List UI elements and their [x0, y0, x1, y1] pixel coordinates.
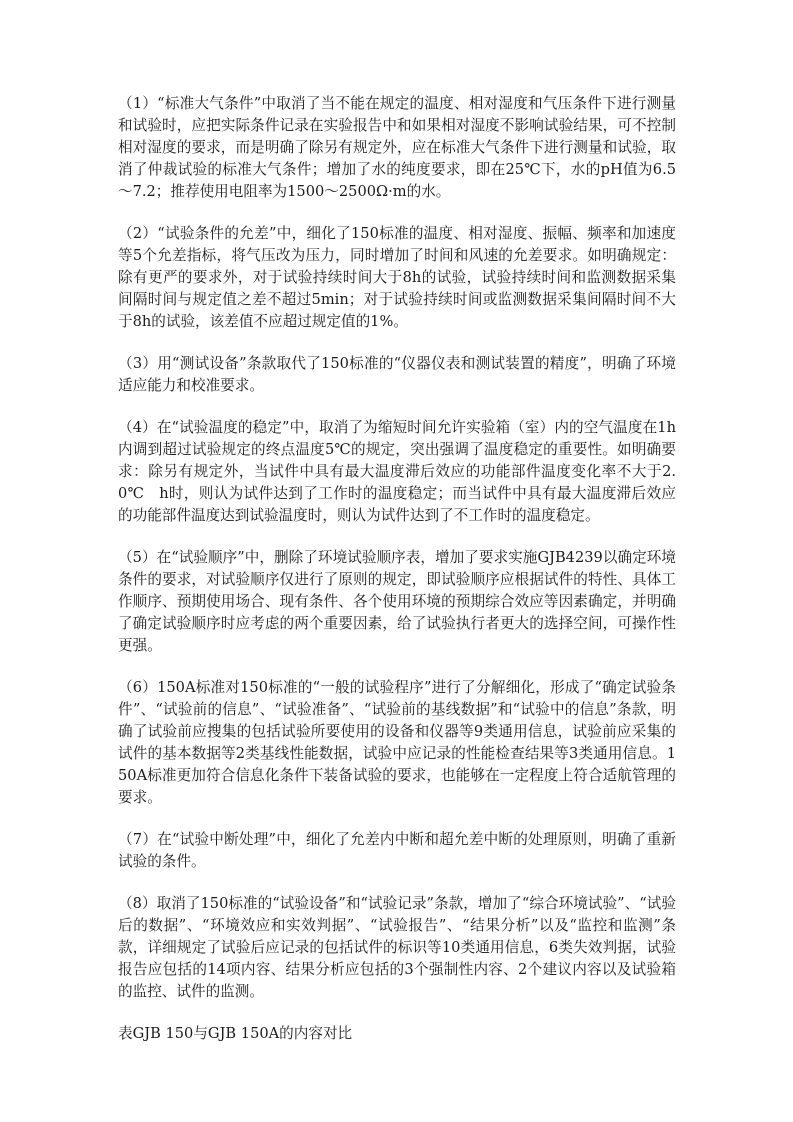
paragraph-1: （1）“标准大气条件”中取消了当不能在规定的温度、相对湿度和气压条件下进行测量和试验时，应把实际条件记录在实验报告中和如果相对湿度不影响试验结果，可不控制相对湿度的要求，而是明确了除另有规定外，应在标准大气条件下进行测量和试验，取消了仲裁试验的标准大气条件；增加了水的纯度要求，即在25℃下，水的pH值为6.5～7.2；推荐使用电阻率为1500～2500Ω·m的水。	[118, 95, 676, 200]
paragraph-7: （7）在“试验中断处理”中，细化了允差内中断和超允差中断的处理原则，明确了重新试验的条件。	[118, 831, 676, 870]
paragraph-2: （2）“试验条件的允差”中，细化了150标准的温度、相对湿度、振幅、频率和加速度等5个允差指标，将气压改为压力，同时增加了时间和风速的允差要求。如明确规定：除有更严的要求外，对于试验持续时间大于8h的试验，试验持续时间和监测数据采集间隔时间与规定值之差不超过5min；对于试验持续时间或监测数据采集间隔时间不大于8h的试验，该差值不应超过规定值的1%。	[118, 225, 676, 330]
paragraph-8: （8）取消了150标准的“试验设备”和“试验记录”条款，增加了“综合环境试验”、“试验后的数据”、“环境效应和实效判据”、“试验报告”、“结果分析”以及“监控和监测”条款，详细规定了试验后应记录的包括试件的标识等10类通用信息，6类失效判据，试验报告应包括的14项内容、结果分析应包括的3个强制性内容、2个建议内容以及试验箱的监控、试件的监测。	[118, 895, 676, 1000]
paragraph-3: （3）用“测试设备”条款取代了150标准的“仪器仪表和测试装置的精度”，明确了环境适应能力和校准要求。	[118, 355, 676, 394]
paragraph-5: （5）在“试验顺序”中，删除了环境试验顺序表，增加了要求实施GJB4239以确定环境条件的要求，对试验顺序仅进行了原则的规定，即试验顺序应根据试件的特性、具体工作顺序、预期使用场合、现有条件、各个使用环境的预期综合效应等因素确定，并明确了确定试验顺序时应考虑的两个重要因素，给了试验执行者更大的选择空间，可操作性更强。	[118, 549, 676, 654]
table-caption: 表GJB 150与GJB 150A的内容对比	[118, 1025, 353, 1042]
paragraph-4: （4）在“试验温度的稳定”中，取消了为缩短时间允许实验箱（室）内的空气温度在1h内调到超过试验规定的终点温度5℃的规定，突出强调了温度稳定的重要性。如明确要求：除另有规定外，当试件中具有最大温度滞后效应的功能部件温度变化率不大于2.0℃ h时，则认为试件达到了工作时的温度稳定；而当试件中具有最大温度滞后效应的功能部件温度达到试验温度时，则认为试件达到了不工作时的温度稳定。	[118, 419, 676, 524]
document-body	[118, 93, 676, 1045]
paragraph-6: （6）150A标准对150标准的“一般的试验程序”进行了分解细化，形成了“确定试验条件”、“试验前的信息”、“试验准备”、“试验前的基线数据”和“试验中的信息”条款，明确了试验前应搜集的包括试验所要使用的设备和仪器等9类通用信息，试验前应采集的试件的基本数据等2类基线性能数据，试验中应记录的性能检查结果等3类通用信息。150A标准更加符合信息化条件下装备试验的要求，也能够在一定程度上符合适航管理的要求。	[118, 679, 676, 806]
